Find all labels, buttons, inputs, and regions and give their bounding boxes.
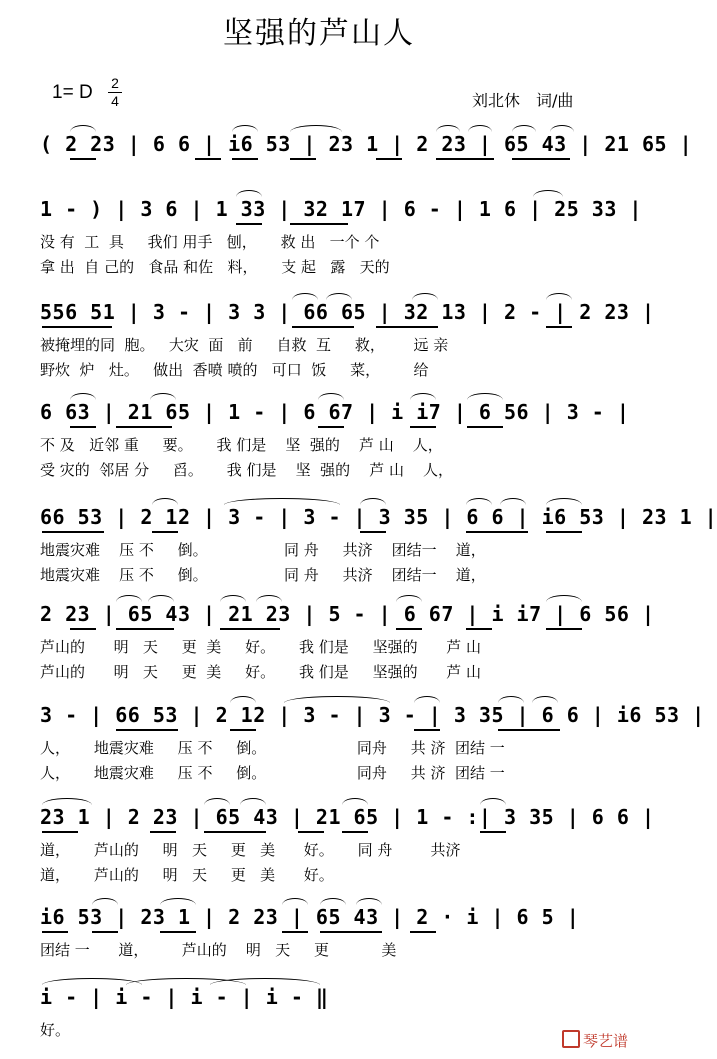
underline-mark <box>320 931 382 933</box>
slur-arc <box>546 293 572 300</box>
notation-line: 2 23 | 65 43 | 21 23 | 5 - | 6 67 | i i7 | 6 56 | <box>40 602 655 626</box>
underline-mark <box>42 931 68 933</box>
slur-arc <box>468 125 492 132</box>
underline-mark <box>236 223 262 225</box>
lyric-line-2: 人， 地震灾难 压 不 倒。 同舟 共 济 团结 一 <box>40 764 505 782</box>
underline-mark <box>230 729 256 731</box>
underline-mark <box>480 831 506 833</box>
underline-mark <box>70 158 96 160</box>
underline-mark <box>92 931 118 933</box>
slur-arc <box>410 393 436 400</box>
underline-mark <box>150 831 176 833</box>
lyric-line-1: 地震灾难 压 不 倒。 同 舟 共济 团结一 道， <box>40 541 486 559</box>
underline-mark <box>292 326 354 328</box>
slur-arc <box>70 125 96 132</box>
underline-mark <box>220 628 280 630</box>
underline-mark <box>546 326 572 328</box>
underline-mark <box>42 531 104 533</box>
lyric-line-1: 团结 一 道， 芦山的 明 天 更 美 <box>40 941 397 959</box>
underline-mark <box>376 158 402 160</box>
slur-arc <box>467 393 503 400</box>
slur-arc <box>224 498 340 505</box>
slur-arc <box>533 190 563 197</box>
underline-mark <box>410 931 436 933</box>
slur-arc <box>236 190 262 197</box>
underline-mark <box>298 831 324 833</box>
underline-mark <box>70 426 96 428</box>
slur-arc <box>240 798 266 805</box>
underline-mark <box>546 531 582 533</box>
underline-mark <box>42 831 78 833</box>
slur-arc <box>480 798 506 805</box>
slur-arc <box>232 125 258 132</box>
slur-arc <box>320 898 346 905</box>
slur-arc <box>256 595 282 602</box>
notation-line: 1 - ) | 3 6 | 1 33 | 32 17 | 6 - | 1 6 | 25 33 | <box>40 197 642 221</box>
underline-mark <box>396 628 422 630</box>
slur-arc <box>412 293 438 300</box>
notation-line: 6 63 | 21 65 | 1 - | 6 67 | i i7 | 6 56 | 3 - | <box>40 400 630 424</box>
slur-arc <box>532 696 558 703</box>
notation-line: 66 53 | 2 12 | 3 - | 3 - | 3 35 | 6 6 | i6 53 | 23 1 | <box>40 505 717 529</box>
underline-mark <box>410 426 436 428</box>
slur-arc <box>220 595 246 602</box>
underline-mark <box>42 326 112 328</box>
underline-mark <box>116 628 174 630</box>
slur-arc <box>230 696 256 703</box>
underline-mark <box>160 931 196 933</box>
notation-line: 556 51 | 3 - | 3 3 | 66 65 | 32 13 | 2 - | 2 23 | <box>40 300 655 324</box>
lyric-line-2: 地震灾难 压 不 倒。 同 舟 共济 团结一 道， <box>40 566 486 584</box>
slur-arc <box>550 125 574 132</box>
notation-line: 3 - | 66 53 | 2 12 | 3 - | 3 - | 3 35 | 6 6 | i6 53 | <box>40 703 705 727</box>
slur-arc <box>42 798 92 805</box>
underline-mark <box>318 426 344 428</box>
slur-arc <box>466 498 492 505</box>
underline-mark <box>498 729 560 731</box>
notation-line: i6 53 | 23 1 | 2 23 | 65 43 | 2 · i | 6 5 | <box>40 905 580 929</box>
slur-arc <box>512 125 536 132</box>
underline-mark <box>512 158 570 160</box>
lyric-line-2: 野炊 炉 灶。 做出 香喷 喷的 可口 饭 菜， 给 <box>40 361 429 379</box>
slur-arc <box>148 595 174 602</box>
lyric-line-1: 被掩埋的同 胞。 大灾 面 前 自救 互 救， 远 亲 <box>40 336 449 354</box>
underline-mark <box>204 831 266 833</box>
meter-top: 2 <box>111 75 119 91</box>
credit-line: 刘北休 词/曲 <box>472 91 574 110</box>
watermark-text: 琴艺谱 <box>582 1032 628 1050</box>
underline-mark <box>414 729 440 731</box>
lyric-line-2: 道， 芦山的 明 天 更 美 好。 <box>40 866 334 884</box>
underline-mark <box>436 158 494 160</box>
lyric-line-2: 芦山的 明 天 更 美 好。 我 们是 坚强的 芦 山 <box>40 663 481 681</box>
slur-arc <box>116 595 142 602</box>
song-title: 坚强的芦山人 <box>223 16 415 51</box>
notation-line: 23 1 | 2 23 | 65 43 | 21 65 | 1 - :| 3 35 | 6 6 | <box>40 805 655 829</box>
underline-mark <box>466 628 492 630</box>
slur-arc <box>282 898 308 905</box>
slur-arc <box>150 393 176 400</box>
underline-mark <box>290 158 316 160</box>
watermark <box>562 1030 628 1051</box>
slur-arc <box>152 498 178 505</box>
underline-mark <box>290 223 348 225</box>
underline-mark <box>466 531 528 533</box>
slur-arc <box>546 595 582 602</box>
meter-bottom: 4 <box>111 93 119 109</box>
notation-line: ( 2 23 | 6 6 | i6 53 | 23 1 | 2 23 | 65 43 | 21 65 | <box>40 132 693 156</box>
slur-arc <box>356 898 382 905</box>
lyric-line-1: 道， 芦山的 明 天 更 美 好。 同 舟 共济 <box>40 841 461 859</box>
underline-mark <box>116 426 172 428</box>
slur-arc <box>396 595 422 602</box>
underline-mark <box>376 326 438 328</box>
slur-arc <box>318 393 344 400</box>
lyric-line-1: 不 及 近邻 重 要。 我 们是 坚 强的 芦 山 人， <box>40 436 443 454</box>
lyric-line-1: 好。 <box>40 1021 71 1039</box>
underline-mark <box>342 831 368 833</box>
slur-arc <box>326 293 352 300</box>
slur-arc <box>436 125 460 132</box>
slur-arc <box>546 498 582 505</box>
underline-mark <box>70 628 96 630</box>
slur-arc <box>292 293 318 300</box>
logo-icon <box>562 1030 580 1048</box>
slur-arc <box>342 798 368 805</box>
underline-mark <box>546 628 582 630</box>
underline-mark <box>360 531 386 533</box>
underline-mark <box>282 931 308 933</box>
slur-arc <box>290 125 342 132</box>
underline-mark <box>152 531 178 533</box>
lyric-line-1: 没 有 工 具 我们 用手 刨， 救 出 一个 个 <box>40 233 380 251</box>
lyric-line-1: 人， 地震灾难 压 不 倒。 同舟 共 济 团结 一 <box>40 739 505 757</box>
underline-mark <box>116 729 178 731</box>
lyric-line-1: 芦山的 明 天 更 美 好。 我 们是 坚强的 芦 山 <box>40 638 481 656</box>
slur-arc <box>70 393 96 400</box>
slur-arc <box>160 898 196 905</box>
underline-mark <box>232 158 258 160</box>
lyric-line-2: 拿 出 自 己的 食品 和佐 料， 支 起 露 天的 <box>40 258 390 276</box>
slur-arc <box>92 898 118 905</box>
key-signature: 1= D <box>52 82 93 103</box>
slur-arc <box>210 978 320 985</box>
underline-mark <box>195 158 221 160</box>
slur-arc <box>414 696 440 703</box>
notation-line: i - | i - | i - | i - ‖ <box>40 985 329 1009</box>
underline-mark <box>467 426 503 428</box>
slur-arc <box>498 696 524 703</box>
slur-arc <box>500 498 526 505</box>
time-signature <box>108 76 122 109</box>
slur-arc <box>360 498 386 505</box>
slur-arc <box>284 696 390 703</box>
lyric-line-2: 受 灾的 邻居 分 舀。 我 们是 坚 强的 芦 山 人， <box>40 461 454 479</box>
slur-arc <box>204 798 230 805</box>
